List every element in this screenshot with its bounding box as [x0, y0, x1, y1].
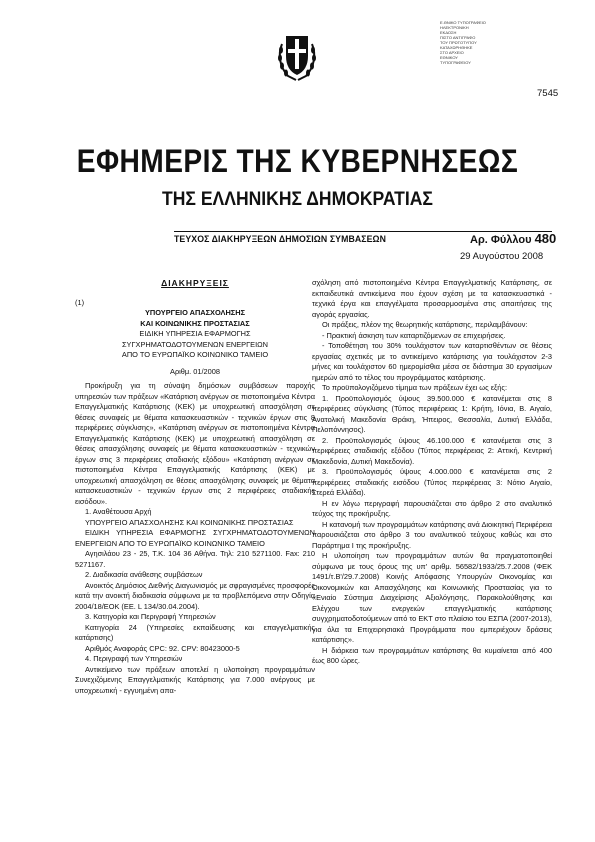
paragraph: Το προϋπολογιζόμενο τίμημα των πράξεων έχει ως εξής:: [322, 383, 508, 392]
stamp-line: ΤΥΠΟΓΡΑΦΕΙΟΥ: [440, 60, 471, 65]
right-column: [312, 278, 552, 667]
stamp-line: ΕΘΝΙΚΟΥ: [440, 55, 458, 60]
stamp-line: ΗΛΕΚΤΡΟΝΙΚΗ: [440, 25, 469, 30]
paragraph: 1. Αναθέτουσα Αρχή: [85, 507, 152, 516]
series-label: ΤΕΥΧΟΣ ΔΙΑΚΗΡΥΞΕΩΝ ΔΗΜΟΣΙΩΝ ΣΥΜΒΑΣΕΩΝ: [174, 234, 387, 245]
paragraph: Κατηγορία 24 (Υπηρεσίες εκπαίδευσης και επαγγελματικής κατάρτισης): [75, 622, 315, 642]
gazette-title: ΕΦΗΜΕΡΙΣ ΤΗΣ ΚΥΒΕΡΝΗΣΕΩΣ: [76, 143, 519, 179]
right-paragraphs: [312, 278, 552, 667]
section-title: ΔΙΑΚΗΡΥΞΕΙΣ: [161, 278, 229, 288]
stamp-line: ΠΙΣΤΟ ΑΝΤΙΓΡΑΦΟ: [440, 35, 476, 40]
paragraph: 2. Προϋπολογισμός ύψους 46.100.000 € κατανέμεται στις 3 περιφέρειες σταδιακής εξόδου (Τύπος περιφέρειας 2: Αττική, Κεντρική Μακεδονία, Δυτική Μακεδονία).: [312, 435, 552, 466]
declaration-number: Αριθμ. 01/2008: [170, 366, 220, 376]
notice-number: (1): [75, 297, 85, 307]
stamp-line: ΣΤΟ ΑΡΧΕΙΟ: [440, 50, 464, 55]
issuer-line: ΕΙΔΙΚΗ ΥΠΗΡΕΣΙΑ ΕΦΑΡΜΟΓΗΣ: [139, 329, 251, 338]
paragraph: 3. Προϋπολογισμός ύψους 4.000.000 € κατανέμεται στις 2 περιφέρειες σταδιακής εισόδου (Τύπος περιφέρειας 3: Νότιο Αιγαίο, Στερεά Ελλάδα).: [312, 467, 552, 497]
issuer-line: ΑΠΟ ΤΟ ΕΥΡΩΠΑΪΚΟ ΚΟΙΝΩΝΙΚΟ ΤΑΜΕΙΟ: [121, 350, 269, 359]
page-number: 7545: [537, 88, 559, 99]
greek-emblem-icon: [276, 30, 318, 82]
paragraph: Προκήρυξη για τη σύναψη δημόσιων συμβάσεων παροχής υπηρεσιών των πράξεων «Κατάρτιση ανέργων σε πιστοποιημένα Κέντρα Επαγγελματικής Κατάρτισης (ΚΕΚ) με υποχρεωτική απασχόληση σε θέσεις συναφείς με θέματα κατασκευαστικών - τεχνικών έργων στις 8 περιφέρειες σύγκλισης», «Κατάρτιση ανέργων σε πιστοποιημένα Κέντρα Επαγγελματικής Κατάρτισης (ΚΕΚ) με υποχρεωτική απασχόληση σε θέσεις απασχόλησης συναφείς με θέματα κατασκευαστικών - τεχνικών έργων στις 3 περιφέρειες σταδιακής εξόδου» «Κατάρτιση ανέργων σε πιστοποιημένα Κέντρα Επαγγελματικής Κατάρτισης (ΚΕΚ) με υποχρεωτική απασχόληση σε θέσεις απασχόλησης συναφείς με θέματα κατασκευαστικών - τεχνικών έργων στις 2 περιφέρειες σταδιακής εισόδου».: [75, 381, 315, 506]
electronic-edition-stamp: [440, 20, 510, 65]
paragraph: Η εν λόγω περιγραφή παρουσιάζεται στο άρθρο 2 στο αναλυτικό τεύχος της προκήρυξης.: [312, 498, 552, 518]
paragraph: Αντικείμενο των πράξεων αποτελεί η υλοποίηση προγραμμάτων Συνεχιζόμενης Επαγγελματικής Κατάρτισης για 7.000 ανέργους με υποχρεωτική - εγγυημένη απα-: [75, 664, 315, 695]
left-paragraphs: [75, 381, 315, 696]
stamp-line: ΚΑΤΑΧΩΡΗΘΗΚΕ: [440, 45, 473, 50]
paragraph: Αγησιλάου 23 - 25, Τ.Κ. 104 36 Αθήνα. Τηλ: 210 5271100. Fax: 210 5271167.: [75, 549, 315, 569]
paragraph: 1. Προϋπολογισμός ύψους 39.500.000 € κατανέμεται στις 8 περιφέρειες σύγκλισης (Τύπος περιφέρειας 1: Κρήτη, Ιόνια, Β. Αιγαίο, Ανατολική Μακεδονία Θράκη, Ήπειρος, Θεσσαλία, Δυτική Ελλάδα, Πελοπόννησος).: [312, 393, 552, 434]
paragraph: σχόληση από πιστοποιημένα Κέντρα Επαγγελματικής Κατάρτισης, σε εκπαιδευτικά αντικείμενα που έχουν σχέση με τα κατασκευαστικά - τεχνικά έργα και επαγγέλματα προσαρμοσμένα στις απαιτήσεις της αγοράς εργασίας.: [312, 278, 552, 319]
gazette-subtitle: ΤΗΣ ΕΛΛΗΝΙΚΗΣ ΔΗΜΟΚΡΑΤΙΑΣ: [162, 188, 433, 210]
paragraph: Η διάρκεια των προγραμμάτων κατάρτισης θα κυμαίνεται από 400 έως 800 ώρες.: [312, 645, 552, 665]
sheet-number-value: 480: [534, 231, 557, 246]
issuer-line: ΚΑΙ ΚΟΙΝΩΝΙΚΗΣ ΠΡΟΣΤΑΣΙΑΣ: [140, 318, 250, 328]
stamp-line: ΤΟΥ ΠΡΩΤΟΤΥΠΟΥ: [440, 40, 477, 45]
issuer-line: ΥΠΟΥΡΓΕΙΟ ΑΠΑΣΧΟΛΗΣΗΣ: [144, 308, 246, 317]
paragraph: - Τοποθέτηση του 30% τουλάχιστον των καταρτισθέντων σε θέσεις εργασίας σχετικές με το αντικείμενο κατάρτισης για τουλάχιστον 2-3 μήνες και τουλάχιστον 60 ημερομίσθια μέσα σε διάστημα 30 εργασίμων ημερών από το τέλος του προγράμματος κατάρτισης.: [312, 341, 552, 382]
issuer-subheading: [75, 329, 315, 361]
paragraph: 4. Περιγραφή των Υπηρεσιών: [85, 654, 183, 663]
sheet-number: [470, 231, 556, 246]
paragraph: 3. Κατηγορία και Περιγραφή Υπηρεσιών: [85, 612, 216, 621]
paragraph: Η κατανομή των προγραμμάτων κατάρτισης ανά Διοικητική Περιφέρεια παρουσιάζεται στο άρθρο 3 του αναλυτικού τεύχους καθώς και στο Παράρτημα Ι της προκήρυξης.: [312, 519, 552, 550]
issue-date: 29 Αυγούστου 2008: [460, 251, 544, 262]
issuer-heading: [75, 308, 315, 329]
issuer-line: ΣΥΓΧΡΗΜΑΤΟΔΟΤΟΥΜΕΝΩΝ ΕΝΕΡΓΕΙΩΝ: [121, 339, 268, 349]
coat-of-arms-emblem: [276, 30, 318, 82]
left-column: [75, 278, 315, 696]
paragraph: 2. Διαδικασία ανάθεσης συμβάσεων: [85, 570, 203, 579]
paragraph: ΕΙΔΙΚΗ ΥΠΗΡΕΣΙΑ ΕΦΑΡΜΟΓΗΣ ΣΥΓΧΡΗΜΑΤΟΔΟΤΟΥΜΕΝΩΝ ΕΝΕΡΓΕΙΩΝ ΑΠΟ ΤΟ ΕΥΡΩΠΑΪΚΟ ΚΟΙΝΩΝΙΚΟ ΤΑΜΕΙΟ: [75, 528, 315, 548]
sheet-number-label: Αρ. Φύλλου: [470, 234, 532, 246]
stamp-line: ΕΚΔΟΣΗ: [440, 30, 457, 35]
stamp-line: Ε.ΘΝΙΚΟ ΤΥΠΟΓΡΑΦΕΙΟ: [440, 20, 486, 25]
paragraph: Αριθμός Αναφοράς CPC: 92. CPV: 80423000-5: [85, 643, 240, 653]
paragraph: Οι πράξεις, πλέον της θεωρητικής κατάρτισης, περιλαμβάνουν:: [322, 320, 528, 329]
paragraph: Η υλοποίηση των προγραμμάτων αυτών θα πραγματοποιηθεί σύμφωνα με τους όρους της υπ' αριθμ. 56582/1933/25.7.2008 (ΦΕΚ 1491/τ.Β'/29.7.2008) Κοινής Απόφασης Υπουργών Οικονομίας και Οικονομικών και Απασχόλησης και Κοινωνικής Προστασίας για το «Ενιαίο Σύστημα Διαχείρισης Αξιολόγησης, Παρακολούθησης και Ελέγχου των ενεργειών επαγγελματικής κατάρτισης συγχρηματοδοτούμενων από το ΕΚΤ στο πλαίσιο του ΕΣΠΑ (2007-2013), για όλα τα Επιχειρησιακά Προγράμματα που εμπεριέχουν δράσεις κατάρτισης».: [312, 551, 552, 644]
paragraph: Ανοικτός Δημόσιος Διεθνής Διαγωνισμός με σφραγισμένες προσφορές κατά την ανοικτή διαδικασία σύμφωνα με τα προβλεπόμενα στην Οδηγία 2004/18/ΕΟΚ (ΕΕ. L 134/30.04.2004).: [75, 580, 315, 611]
paragraph: ΥΠΟΥΡΓΕΙΟ ΑΠΑΣΧΟΛΗΣΗΣ ΚΑΙ ΚΟΙΝΩΝΙΚΗΣ ΠΡΟΣΤΑΣΙΑΣ: [85, 517, 294, 527]
paragraph: - Πρακτική άσκηση των καταρτιζόμενων σε επιχειρήσεις.: [322, 330, 506, 340]
